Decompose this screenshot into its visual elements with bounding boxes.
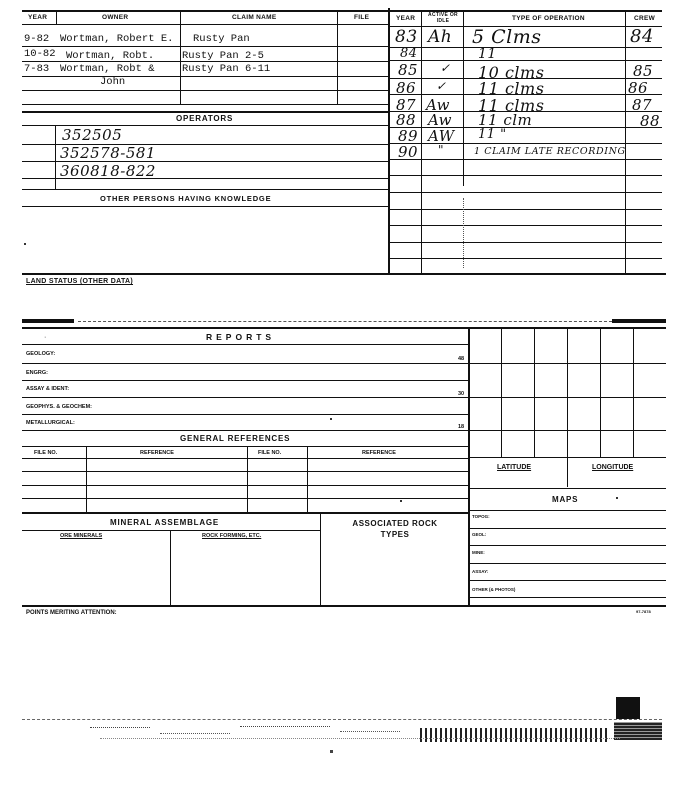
activity-year: 90 bbox=[398, 143, 419, 161]
activity-operation: 11 clm bbox=[478, 111, 533, 129]
report-label: ASSAY & IDENT: bbox=[26, 386, 70, 392]
report-label: ENGRG: bbox=[26, 370, 48, 376]
activity-status: " bbox=[438, 143, 445, 157]
associated-rock-types-label: ASSOCIATED ROCK TYPES bbox=[352, 519, 438, 539]
activity-operation: 11 clms bbox=[478, 96, 545, 115]
activity-status: Aw bbox=[428, 111, 452, 129]
activity-crew: 86 bbox=[628, 79, 649, 97]
activity-status: Aw bbox=[426, 96, 450, 114]
activity-operation: 11 clms bbox=[478, 79, 545, 98]
latitude-label: LATITUDE bbox=[497, 464, 532, 471]
general-references-title: GENERAL REFERENCES bbox=[180, 434, 291, 443]
activity-crew: 87 bbox=[632, 96, 653, 114]
activity-crew: 84 bbox=[630, 26, 654, 47]
activity-operation: 10 clms bbox=[478, 63, 545, 82]
mineral-assemblage-title: MINERAL ASSEMBLAGE bbox=[110, 518, 220, 527]
reference-header: REFERENCE bbox=[362, 450, 396, 456]
crew-header: CREW bbox=[634, 15, 656, 22]
report-label: GEOPHYS. & GEOCHEM: bbox=[26, 404, 93, 410]
owner-header: OWNER bbox=[102, 14, 129, 21]
reference-header: FILE NO. bbox=[34, 450, 58, 456]
map-item-label: ASSAY: bbox=[472, 569, 489, 574]
claim-name-header: CLAIM NAME bbox=[232, 14, 277, 21]
reference-header: FILE NO. bbox=[258, 450, 282, 456]
claim-row-owner: Wortman, Robt. bbox=[66, 50, 155, 62]
activity-year: 89 bbox=[398, 127, 419, 145]
activity-year: 83 bbox=[395, 27, 418, 47]
activity-status: ✓ bbox=[436, 79, 447, 93]
activity-year: 88 bbox=[396, 111, 417, 129]
report-number: 48 bbox=[458, 356, 465, 362]
claim-row-claim: Rusty Pan 2-5 bbox=[182, 50, 264, 62]
reference-header: REFERENCE bbox=[140, 450, 174, 456]
maps-title: MAPS bbox=[552, 495, 579, 504]
claim-row-year: 10-82 bbox=[24, 48, 56, 60]
operator-entry: 360818-822 bbox=[60, 162, 156, 180]
claim-row-claim: Rusty Pan bbox=[193, 33, 250, 45]
longitude-label: LONGITUDE bbox=[592, 464, 634, 471]
activity-year-header: YEAR bbox=[396, 15, 416, 22]
points-meriting-label: POINTS MERITING ATTENTION: bbox=[26, 610, 117, 616]
activity-status: Ah bbox=[428, 27, 453, 47]
file-header: FILE bbox=[354, 14, 370, 21]
activity-operation: 11 bbox=[478, 46, 497, 62]
activity-year: 85 bbox=[398, 61, 419, 79]
activity-status: AW bbox=[428, 127, 455, 145]
map-item-label: GEOL: bbox=[472, 532, 487, 537]
map-item-label: OTHER (& PHOTOS) bbox=[472, 587, 516, 592]
activity-year: 84 bbox=[400, 46, 418, 61]
operator-entry: 352578-581 bbox=[60, 144, 156, 162]
claim-owner-continued: John bbox=[100, 76, 126, 88]
active-idle-header: ACTIVE OR IDLE bbox=[428, 12, 458, 24]
type-of-operation-header: TYPE OF OPERATION bbox=[512, 15, 585, 22]
activity-status: ✓ bbox=[440, 61, 451, 75]
knowledge-title: OTHER PERSONS HAVING KNOWLEDGE bbox=[100, 194, 272, 203]
claim-row-year: 7-83 bbox=[24, 63, 50, 75]
report-label: GEOLOGY: bbox=[26, 351, 56, 357]
form-number: 97-7878 bbox=[636, 609, 651, 614]
activity-operation: 5 Clms bbox=[472, 26, 542, 48]
activity-crew: 85 bbox=[633, 62, 654, 80]
map-item-label: TOPOG: bbox=[472, 514, 490, 519]
year-header: YEAR bbox=[28, 14, 48, 21]
activity-operation: 11 " bbox=[478, 127, 507, 142]
report-label: METALLURGICAL: bbox=[26, 420, 75, 426]
activity-crew: 88 bbox=[640, 112, 661, 130]
claim-row-claim: Rusty Pan 6-11 bbox=[182, 63, 271, 75]
map-item-label: MINE: bbox=[472, 550, 485, 555]
report-number: 18 bbox=[458, 424, 465, 430]
reports-title: REPORTS bbox=[206, 332, 276, 342]
rock-forming-label: ROCK FORMING, ETC. bbox=[202, 533, 262, 539]
ore-minerals-label: ORE MINERALS bbox=[60, 533, 103, 539]
claim-row-owner: Wortman, Robert E. bbox=[60, 33, 174, 45]
operator-entry: 352505 bbox=[62, 126, 123, 144]
activity-year: 87 bbox=[396, 96, 417, 114]
claim-row-owner: Wortman, Robt & bbox=[60, 63, 155, 75]
activity-year: 86 bbox=[396, 79, 417, 97]
report-number: 30 bbox=[458, 391, 465, 397]
claim-row-year: 9-82 bbox=[24, 33, 50, 45]
land-status-label: LAND STATUS (OTHER DATA) bbox=[26, 278, 134, 285]
operators-title: OPERATORS bbox=[176, 114, 234, 123]
activity-operation: 1 CLAIM LATE RECORDING bbox=[474, 146, 626, 157]
